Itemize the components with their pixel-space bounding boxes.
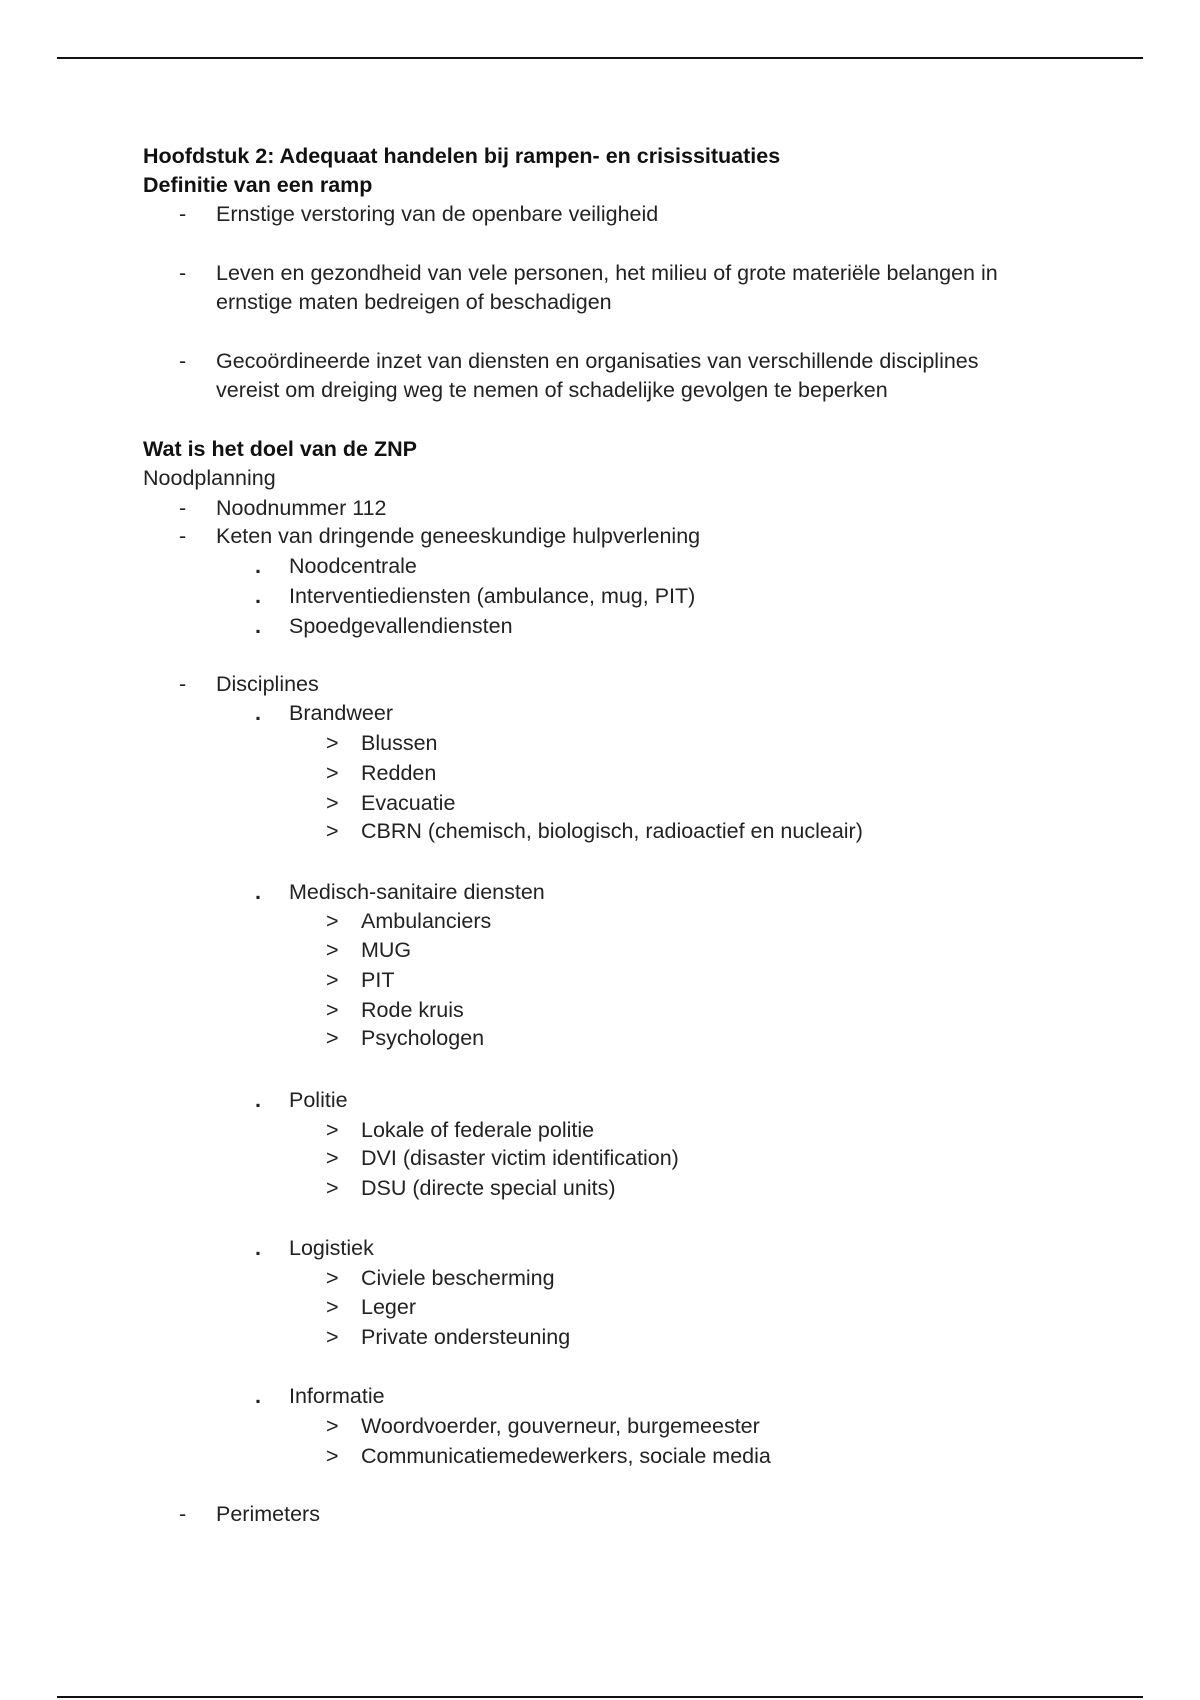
arrow-bullet: > (326, 998, 339, 1022)
arrow-bullet: > (326, 1176, 339, 1200)
chapter-heading: Hoofdstuk 2: Adequaat handelen bij rampen- en crisissituaties (143, 144, 781, 168)
dash-bullet: - (179, 524, 187, 548)
dash-bullet: - (179, 672, 187, 696)
footer-rule (57, 1696, 1143, 1698)
section-title-ramp: Definitie van een ramp (143, 173, 373, 197)
arrow-bullet: > (326, 1444, 339, 1468)
arrow-bullet: > (326, 1118, 339, 1142)
dot-bullet: . (255, 584, 261, 608)
arrow-bullet: > (326, 731, 339, 755)
arrow-bullet: > (326, 791, 339, 815)
dash-bullet: - (179, 202, 187, 226)
section-title-znp: Wat is het doel van de ZNP (143, 437, 417, 461)
dash-bullet: - (179, 496, 187, 520)
arrow-bullet: > (326, 819, 339, 843)
arrow-bullet: > (326, 1325, 339, 1349)
dash-bullet: - (179, 261, 187, 285)
dash-bullet: - (179, 349, 187, 373)
dash-bullet: - (179, 1502, 187, 1526)
dot-bullet: . (255, 880, 261, 904)
arrow-bullet: > (326, 909, 339, 933)
dot-bullet: . (255, 554, 261, 578)
arrow-bullet: > (326, 761, 339, 785)
dot-bullet: . (255, 1088, 261, 1112)
dot-bullet: . (255, 1236, 261, 1260)
header-rule (57, 57, 1143, 59)
arrow-bullet: > (326, 938, 339, 962)
arrow-bullet: > (326, 1266, 339, 1290)
arrow-bullet: > (326, 968, 339, 992)
arrow-bullet: > (326, 1026, 339, 1050)
arrow-bullet: > (326, 1146, 339, 1170)
arrow-bullet: > (326, 1414, 339, 1438)
section-subtitle: Noodplanning (143, 466, 276, 490)
dot-bullet: . (255, 1384, 261, 1408)
dot-bullet: . (255, 701, 261, 725)
dot-bullet: . (255, 614, 261, 638)
arrow-bullet: > (326, 1295, 339, 1319)
